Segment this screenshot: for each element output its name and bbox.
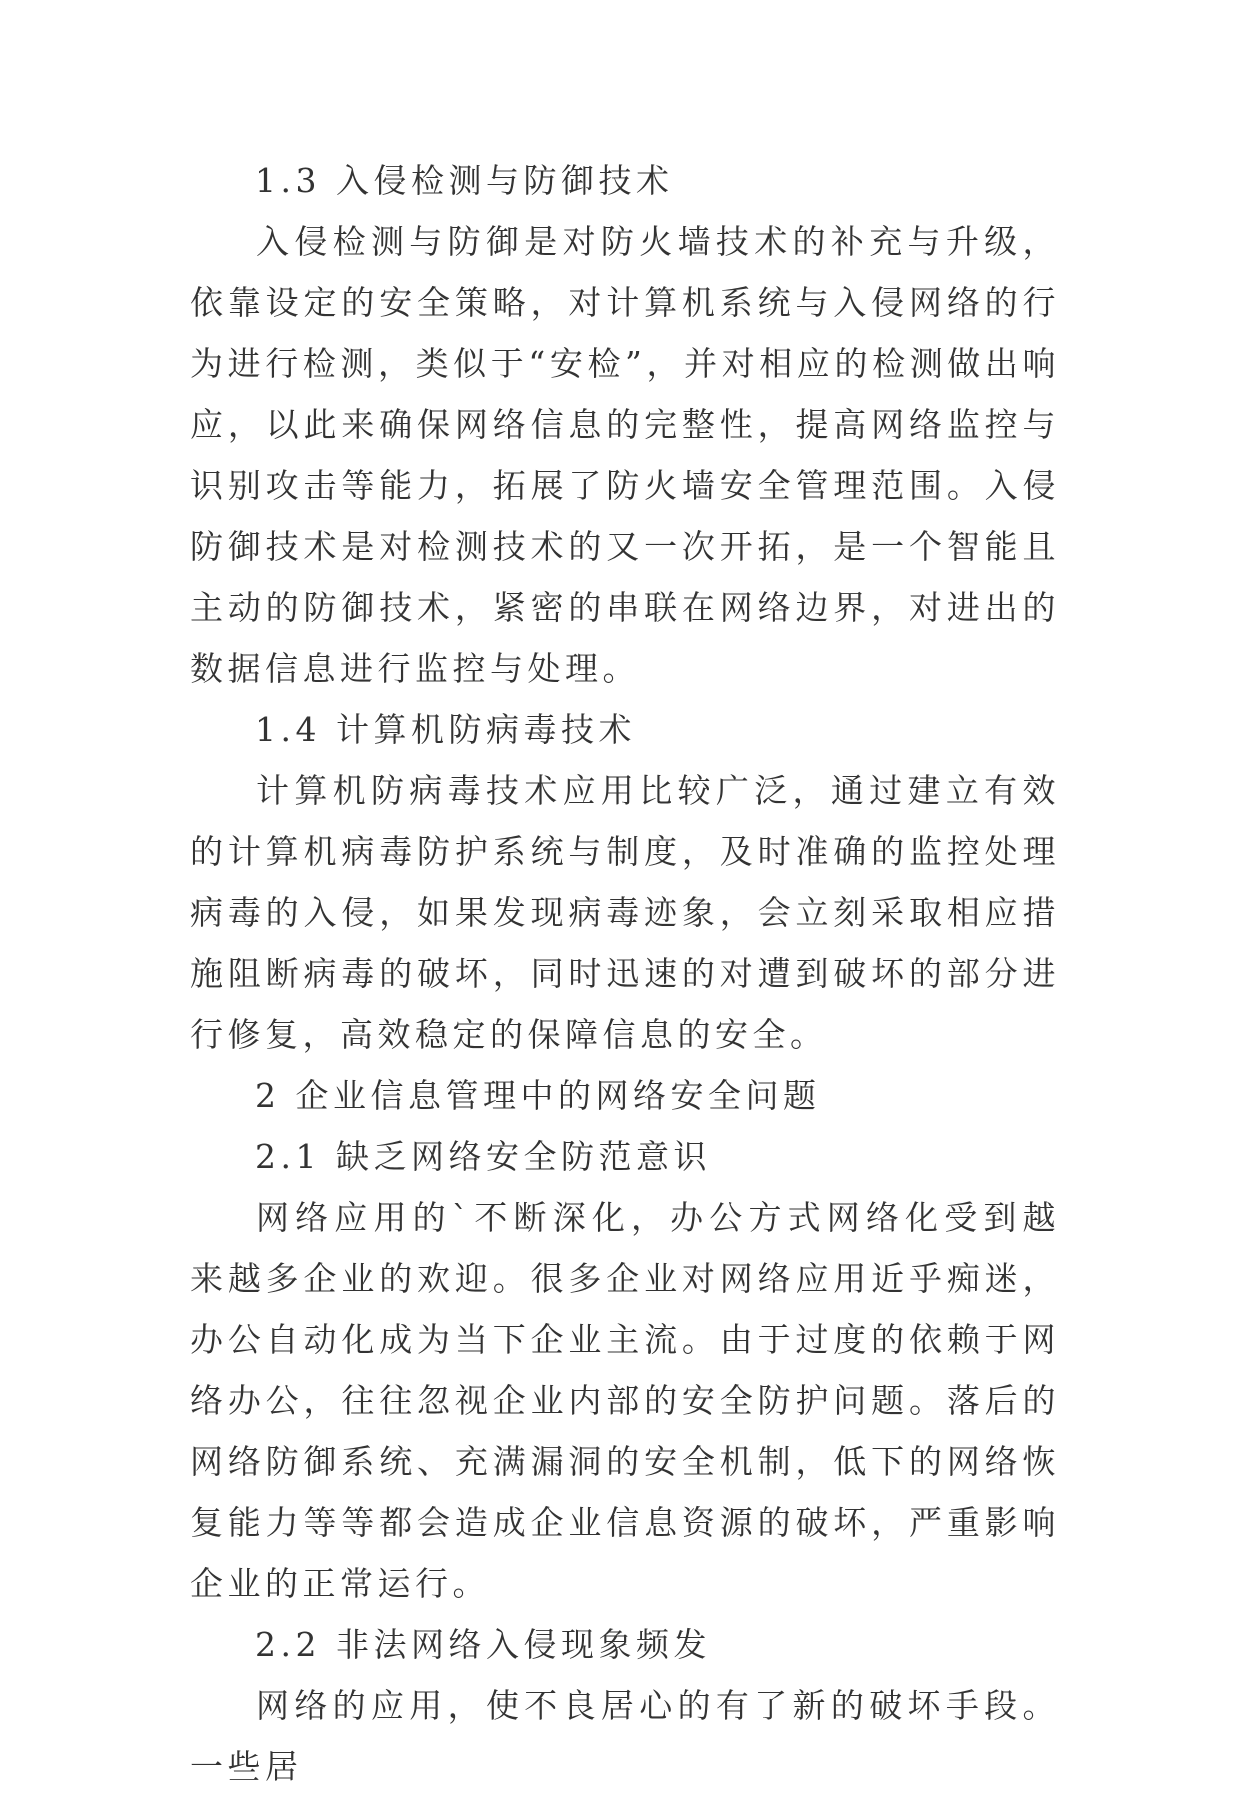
- section-heading-1-3: 1.3 入侵检测与防御技术: [255, 161, 674, 200]
- paragraph-antivirus: 计算机防病毒技术应用比较广泛，通过建立有效的计算机病毒防护系统与制度，及时准确的监控处理病毒的入侵，如果发现病毒迹象，会立刻采取相应措施阻断病毒的破坏，同时迅速的对遭到破坏的部分进行修复，高效稳定的保障信息的安全。: [190, 771, 1060, 1054]
- section-heading-2: 2 企业信息管理中的网络安全问题: [255, 1076, 821, 1115]
- section-heading-2-1: 2.1 缺乏网络安全防范意识: [255, 1137, 711, 1176]
- paragraph-intrusion-detection: 入侵检测与防御是对防火墙技术的补充与升级，依靠设定的安全策略，对计算机系统与入侵网络的行为进行检测，类似于“安检”，并对相应的检测做出响应，以此来确保网络信息的完整性，提高网络监控与识别攻击等能力，拓展了防火墙安全管理范围。入侵防御技术是对检测技术的又一次开拓，是一个智能且主动的防御技术，紧密的串联在网络边界，对进出的数据信息进行监控与处理。: [190, 222, 1060, 688]
- paragraph-security-awareness: 网络应用的`不断深化，办公方式网络化受到越来越多企业的欢迎。很多企业对网络应用近乎痴迷，办公自动化成为当下企业主流。由于过度的依赖于网络办公，往往忽视企业内部的安全防护问题。落后的网络防御系统、充满漏洞的安全机制，低下的网络恢复能力等等都会造成企业信息资源的破坏，严重影响企业的正常运行。: [190, 1198, 1060, 1603]
- document-body: [190, 150, 1060, 1797]
- section-heading-1-4: 1.4 计算机防病毒技术: [255, 710, 636, 749]
- section-heading-2-2: 2.2 非法网络入侵现象频发: [255, 1625, 711, 1664]
- paragraph-illegal-intrusion: 网络的应用，使不良居心的有了新的破坏手段。一些居: [190, 1686, 1060, 1786]
